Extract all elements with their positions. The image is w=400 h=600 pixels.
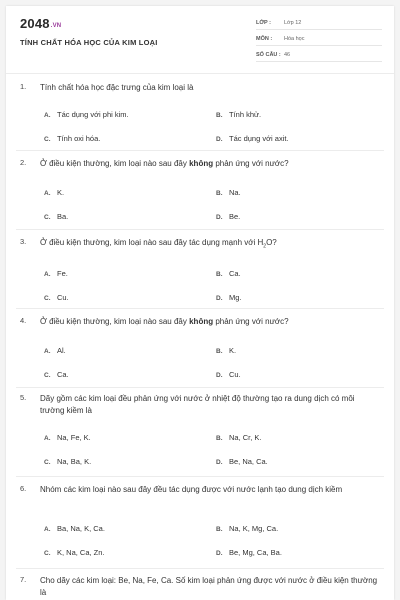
stem-text: Dãy gồm các kim loại đều phản ứng với nước ở nhiệt độ thường tạo ra dung dịch có môi trường kiềm là [40,394,355,415]
option-text: Na. [229,188,241,197]
stem-subscript: 2 [263,243,267,250]
stem-text: Tính chất hóa học đặc trưng của kim loại là [40,83,194,92]
option-letter: C. [44,214,51,221]
stem-text: phản ứng với nước? [213,317,289,326]
meta-value: Hóa học [284,36,305,42]
option-text: Fe. [57,269,68,278]
worksheet-page [6,6,394,600]
option-c[interactable] [44,293,69,302]
option-text: Tác dụng với phi kim. [57,110,129,119]
option-letter: B. [216,271,223,278]
option-letter: D. [216,459,223,466]
option-letter: C. [44,295,51,302]
option-c[interactable] [44,548,105,557]
option-b[interactable] [216,188,241,197]
meta-value: Lớp 12 [284,20,302,26]
question-divider [16,308,384,309]
option-letter: C. [44,550,51,557]
question-stem [40,575,380,599]
meta-subject [256,32,382,46]
option-d[interactable] [216,212,240,221]
option-d[interactable] [216,548,282,557]
meta-count [256,48,382,62]
meta-label: MÔN : [256,36,273,42]
option-text: Cu. [57,293,69,302]
option-text: Al. [57,346,66,355]
stem-text: Ở điều kiện thường, kim loại nào sau đây [40,159,190,168]
question-stem [40,237,380,253]
question-number: 5. [20,393,27,402]
question-number: 6. [20,484,27,493]
option-letter: D. [216,372,223,379]
question-number: 7. [20,575,27,584]
option-letter: D. [216,295,223,302]
option-a[interactable] [44,269,68,278]
option-text: Na, Cr, K. [229,433,262,442]
option-text: Tính khử. [229,110,262,119]
option-text: Be, Na, Ca. [229,457,268,466]
option-c[interactable] [44,457,91,466]
option-text: K. [229,346,237,355]
option-letter: A. [44,526,51,533]
option-letter: B. [216,190,223,197]
stem-emphasis: không [189,317,214,326]
question-number: 3. [20,237,27,246]
option-d[interactable] [216,370,241,379]
option-a[interactable] [44,346,66,355]
option-c[interactable] [44,370,69,379]
option-b[interactable] [216,524,278,533]
question-stem [40,82,380,94]
question-number: 4. [20,316,27,325]
page-title: TÍNH CHẤT HÓA HỌC CỦA KIM LOẠI [20,38,158,47]
question-number: 1. [20,82,27,91]
option-text: Na, Fe, K. [57,433,91,442]
option-a[interactable] [44,188,64,197]
site-logo[interactable] [20,16,61,31]
option-c[interactable] [44,134,100,143]
option-a[interactable] [44,524,105,533]
option-text: Na, Ba, K. [57,457,92,466]
option-text: Na, K, Mg, Ca. [229,524,279,533]
question-number: 2. [20,158,27,167]
option-text: Ba. [57,212,69,221]
option-text: Tính oxi hóa. [57,134,101,143]
option-b[interactable] [216,269,241,278]
question-stem [40,158,380,170]
option-letter: B. [216,526,223,533]
option-a[interactable] [44,110,129,119]
option-letter: D. [216,214,223,221]
option-text: K. [57,188,65,197]
option-text: Ba, Na, K, Ca. [57,524,105,533]
stem-text: Cho dãy các kim loại: Be, Na, Fe, Ca. Số kim loại phản ứng được với nước ở điều kiện thường là [40,576,378,597]
option-letter: C. [44,136,51,143]
logo-suffix: .VN [50,23,62,29]
stem-text: Ở điều kiện thường, kim loại nào sau đây tác dụng mạnh với H [40,238,264,247]
option-text: Ca. [57,370,69,379]
option-d[interactable] [216,134,289,143]
option-letter: D. [216,550,223,557]
question-divider [16,387,384,388]
option-b[interactable] [216,110,261,119]
meta-value: 46 [284,52,291,58]
option-letter: A. [44,112,51,119]
option-b[interactable] [216,433,262,442]
question-divider [16,150,384,151]
option-d[interactable] [216,293,242,302]
meta-class [256,16,382,30]
option-text: Be. [229,212,241,221]
question-stem [40,316,380,328]
option-letter: A. [44,348,51,355]
stem-text: Nhóm các kim loại nào sau đây đều tác dụng được với nước lạnh tạo dung dịch kiềm [40,485,343,494]
option-text: Ca. [229,269,241,278]
option-text: Cu. [229,370,241,379]
question-divider [16,476,384,477]
option-text: Be, Mg, Ca, Ba. [229,548,282,557]
option-text: K, Na, Ca, Zn. [57,548,105,557]
question-divider [16,568,384,569]
worksheet-header [6,6,394,74]
option-d[interactable] [216,457,268,466]
option-text: Mg. [229,293,242,302]
stem-text: phản ứng với nước? [213,159,289,168]
meta-label: LỚP : [256,20,271,26]
meta-label: SỐ CÂU : [256,52,281,58]
option-c[interactable] [44,212,68,221]
option-letter: C. [44,459,51,466]
option-letter: A. [44,271,51,278]
stem-text: Ở điều kiện thường, kim loại nào sau đây [40,317,190,326]
stem-emphasis: không [189,159,214,168]
option-letter: A. [44,190,51,197]
question-stem [40,484,380,496]
option-letter: B. [216,112,223,119]
option-b[interactable] [216,346,236,355]
option-a[interactable] [44,433,91,442]
logo-text: 2048 [20,16,50,31]
option-letter: A. [44,435,51,442]
option-letter: B. [216,435,223,442]
option-letter: D. [216,136,223,143]
option-letter: C. [44,372,51,379]
question-divider [16,229,384,230]
option-text: Tác dụng với axit. [229,134,289,143]
question-stem [40,393,380,417]
stem-text: O? [266,238,277,247]
option-letter: B. [216,348,223,355]
